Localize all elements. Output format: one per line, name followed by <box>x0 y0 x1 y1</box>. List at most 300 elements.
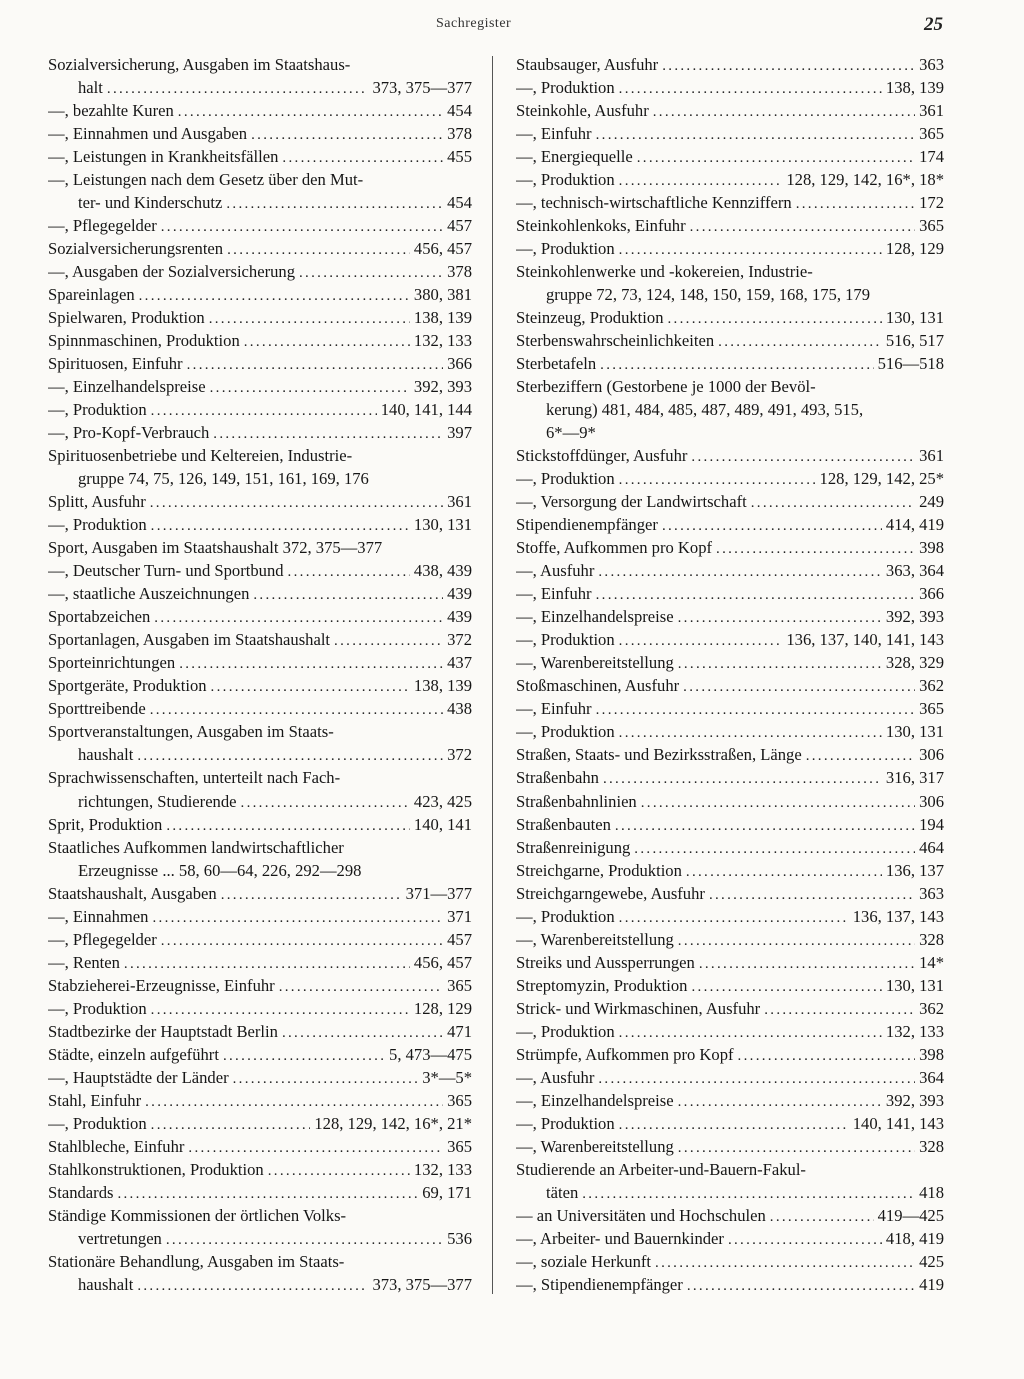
entry-text: —, Pro-Kopf-Verbrauch <box>48 423 210 443</box>
entry-line <box>516 1158 944 1181</box>
entry-text: kerung) 481, 484, 485, 487, 489, 491, 493, 515, <box>546 400 864 420</box>
entry-text: Staatshaushalt, Ausgaben <box>48 883 217 903</box>
entry-text: —, Einzelhandelspreise <box>48 377 206 397</box>
entry-text: Sprachwissenschaften, unterteilt nach Fach- <box>48 768 341 788</box>
index-entry <box>516 1273 944 1296</box>
page-reference: 471 <box>447 1021 472 1041</box>
entry-line <box>516 513 944 536</box>
dot-leader <box>151 515 410 536</box>
dot-leader <box>678 653 882 674</box>
entry-line <box>516 790 944 813</box>
entry-text: Streiks und Aussperrungen <box>516 952 695 972</box>
entry-text: Steinkohle, Ausfuhr <box>516 101 649 121</box>
index-entry <box>516 1066 944 1089</box>
entry-line <box>48 743 472 766</box>
entry-text: Sportgeräte, Produktion <box>48 676 207 696</box>
entry-line <box>48 813 472 836</box>
page-reference: 132, 133 <box>885 1021 944 1041</box>
index-entry <box>48 813 472 836</box>
entry-text: Stahl, Einfuhr <box>48 1090 142 1110</box>
page-reference: 362 <box>919 676 944 696</box>
entry-line <box>48 766 472 789</box>
index-entry <box>516 905 944 928</box>
index-entry <box>48 99 472 122</box>
dot-leader <box>154 607 443 628</box>
entry-line <box>48 720 472 743</box>
entry-line <box>516 145 944 168</box>
index-entry <box>516 1089 944 1112</box>
dot-leader <box>178 101 443 122</box>
index-entry <box>48 1135 472 1158</box>
page-reference: 140, 141 <box>413 814 472 834</box>
index-entry <box>516 951 944 974</box>
entry-text: —, Warenbereitstellung <box>516 929 674 949</box>
dot-leader <box>151 400 377 421</box>
page-reference: 371—377 <box>405 883 472 903</box>
index-entry <box>516 444 944 467</box>
entry-line <box>516 398 944 421</box>
dot-leader <box>137 1275 368 1296</box>
entry-text: Steinzeug, Produktion <box>516 308 664 328</box>
entry-line <box>516 214 944 237</box>
index-entry <box>48 1204 472 1250</box>
entry-text: Spareinlagen <box>48 285 135 305</box>
dot-leader <box>662 55 915 76</box>
entry-text: Streichgarne, Produktion <box>516 860 682 880</box>
page-reference: 365 <box>919 699 944 719</box>
entry-line <box>48 536 472 559</box>
dot-leader <box>188 1137 443 1158</box>
dot-leader <box>596 699 916 720</box>
entry-line <box>516 99 944 122</box>
page-reference: 378 <box>447 262 472 282</box>
entry-text: Stahlbleche, Einfuhr <box>48 1136 185 1156</box>
entry-text: täten <box>546 1182 579 1202</box>
entry-line <box>48 1273 472 1296</box>
index-entry <box>516 1112 944 1135</box>
entry-line <box>516 836 944 859</box>
entry-text: Stoßmaschinen, Ausfuhr <box>516 676 680 696</box>
entry-line <box>48 352 472 375</box>
entry-text: haushalt <box>78 1274 134 1294</box>
dot-leader <box>690 216 916 237</box>
index-column-right <box>516 53 944 1296</box>
index-entry <box>48 1250 472 1296</box>
page-reference: 249 <box>919 492 944 512</box>
dot-leader <box>161 930 443 951</box>
page-reference: 392, 393 <box>885 1090 944 1110</box>
page-reference: 128, 129, 142, 16*, 18* <box>786 170 944 190</box>
dot-leader <box>124 953 410 974</box>
entry-line <box>516 582 944 605</box>
index-entry <box>516 1020 944 1043</box>
page-reference: 130, 131 <box>413 515 472 535</box>
entry-text: —, Einfuhr <box>516 584 592 604</box>
index-entry <box>516 191 944 214</box>
entry-line <box>48 122 472 145</box>
dot-leader <box>145 1091 443 1112</box>
page-reference: 128, 129 <box>885 239 944 259</box>
page-reference: 380, 381 <box>413 285 472 305</box>
dot-leader <box>619 78 882 99</box>
entry-line <box>516 191 944 214</box>
dot-leader <box>619 630 783 651</box>
index-entry <box>516 997 944 1020</box>
entry-text: —, Warenbereitstellung <box>516 653 674 673</box>
dot-leader <box>253 584 443 605</box>
dot-leader <box>634 838 915 859</box>
page-reference: 138, 139 <box>413 676 472 696</box>
dot-leader <box>619 1022 882 1043</box>
page-reference: 464 <box>919 837 944 857</box>
entry-text: halt <box>78 78 103 98</box>
entry-line <box>48 559 472 582</box>
dot-leader <box>179 653 443 674</box>
index-entry <box>48 951 472 974</box>
entry-text: ter- und Kinderschutz <box>78 193 223 213</box>
index-entry <box>48 697 472 720</box>
entry-line <box>48 836 472 859</box>
page-reference: 457 <box>447 216 472 236</box>
index-entry <box>48 53 472 99</box>
index-entry <box>48 651 472 674</box>
entry-text: —, staatliche Auszeichnungen <box>48 584 250 604</box>
page-reference: 136, 137, 140, 141, 143 <box>786 630 944 650</box>
dot-leader <box>699 953 915 974</box>
entry-line <box>48 1204 472 1227</box>
entry-text: Straßenbahnlinien <box>516 791 637 811</box>
page-reference: 128, 129, 142, 25* <box>819 469 944 489</box>
dot-leader <box>227 239 410 260</box>
entry-line <box>48 237 472 260</box>
entry-line <box>48 168 472 191</box>
dot-leader <box>678 1137 915 1158</box>
entry-text: Sportanlagen, Ausgaben im Staatshaushalt <box>48 630 331 650</box>
dot-leader <box>686 861 882 882</box>
index-entry <box>48 559 472 582</box>
dot-leader <box>582 1183 915 1204</box>
page-reference: 439 <box>447 584 472 604</box>
page-reference: 363 <box>919 55 944 74</box>
page-reference: 438, 439 <box>413 561 472 581</box>
dot-leader <box>662 515 882 536</box>
dot-leader <box>615 815 915 836</box>
page-reference: 363, 364 <box>885 561 944 581</box>
page-reference: 456, 457 <box>413 952 472 972</box>
page-reference: 140, 141, 144 <box>380 400 472 420</box>
entry-text: —, Arbeiter- und Bauernkinder <box>516 1228 724 1248</box>
dot-leader <box>668 308 882 329</box>
page-reference: 398 <box>919 1044 944 1064</box>
entry-line <box>516 743 944 766</box>
entry-line <box>48 651 472 674</box>
index-entry <box>516 674 944 697</box>
entry-line <box>516 628 944 651</box>
index-entry <box>48 974 472 997</box>
page-reference: 456, 457 <box>413 239 472 259</box>
index-entry <box>48 329 472 352</box>
index-entry <box>48 928 472 951</box>
entry-text: —, Renten <box>48 952 120 972</box>
dot-leader <box>166 815 410 836</box>
dot-leader <box>139 285 410 306</box>
dot-leader <box>596 124 916 145</box>
entry-text: gruppe 74, 75, 126, 149, 151, 161, 169, 176 <box>78 469 369 489</box>
index-entry <box>48 1043 472 1066</box>
page-reference: 130, 131 <box>885 722 944 742</box>
index-entry <box>48 375 472 398</box>
entry-line <box>516 951 944 974</box>
entry-text: —, Produktion <box>516 630 615 650</box>
page-reference: 454 <box>447 101 472 121</box>
page-reference: 516—518 <box>877 354 944 374</box>
page-reference: 328 <box>919 1136 944 1156</box>
entry-text: —, Ausgaben der Sozialversicherung <box>48 262 295 282</box>
entry-text: —, Einzelhandelspreise <box>516 1090 674 1110</box>
dot-leader <box>151 999 410 1020</box>
entry-line <box>48 76 472 99</box>
entry-text: Staubsauger, Ausfuhr <box>516 55 659 74</box>
entry-text: —, Einfuhr <box>516 699 592 719</box>
page-reference: 132, 133 <box>413 1159 472 1179</box>
dot-leader <box>619 469 816 490</box>
dot-leader <box>226 193 443 214</box>
entry-text: Spinnmaschinen, Produktion <box>48 331 240 351</box>
entry-line <box>516 1112 944 1135</box>
entry-text: —, Einzelhandelspreise <box>516 607 674 627</box>
index-entry <box>48 214 472 237</box>
page-reference: 418, 419 <box>885 1228 944 1248</box>
entry-line <box>48 1135 472 1158</box>
entry-text: Staatliches Aufkommen landwirtschaftlicher <box>48 837 344 857</box>
dot-leader <box>282 1022 443 1043</box>
page-reference: 397 <box>447 423 472 443</box>
entry-line <box>516 1250 944 1273</box>
page-reference: 3*—5* <box>422 1067 472 1087</box>
index-entry <box>516 697 944 720</box>
entry-text: —, Warenbereitstellung <box>516 1136 674 1156</box>
page-reference: 454 <box>447 193 472 213</box>
dot-leader <box>282 147 443 168</box>
entry-line <box>48 99 472 122</box>
entry-line <box>516 651 944 674</box>
running-title: Sachregister <box>436 16 512 31</box>
page-reference: 174 <box>919 147 944 167</box>
entry-line <box>48 467 472 490</box>
entry-text: Stipendienempfänger <box>516 515 658 535</box>
entry-line <box>516 375 944 398</box>
index-entry <box>48 1112 472 1135</box>
dot-leader <box>107 78 369 99</box>
dot-leader <box>619 907 849 928</box>
entry-text: haushalt <box>78 745 134 765</box>
index-entry <box>516 720 944 743</box>
dot-leader <box>655 1252 915 1273</box>
entry-text: Spirituosen, Einfuhr <box>48 354 183 374</box>
entry-line <box>48 997 472 1020</box>
index-entry <box>48 398 472 421</box>
index-entry <box>48 306 472 329</box>
entry-text: Spielwaren, Produktion <box>48 308 205 328</box>
index-entry <box>516 859 944 882</box>
page-reference: 138, 139 <box>413 308 472 328</box>
page-reference: 194 <box>919 814 944 834</box>
entry-line <box>516 813 944 836</box>
index-entry <box>48 1181 472 1204</box>
index-entry <box>516 513 944 536</box>
index-entry <box>516 813 944 836</box>
page-reference: 128, 129, 142, 16*, 21* <box>314 1113 472 1133</box>
page-reference: 516, 517 <box>885 331 944 351</box>
entry-line <box>48 214 472 237</box>
entry-text: —, Energiequelle <box>516 147 633 167</box>
page-reference: 365 <box>919 216 944 236</box>
entry-text: Spirituosenbetriebe und Keltereien, Industrie- <box>48 446 353 466</box>
index-entry <box>48 283 472 306</box>
page-reference: 365 <box>447 975 472 995</box>
entry-line <box>516 766 944 789</box>
dot-leader <box>223 1045 385 1066</box>
index-entry <box>48 1158 472 1181</box>
dot-leader <box>653 101 915 122</box>
page-reference: 366 <box>447 354 472 374</box>
page-reference: 128, 129 <box>413 998 472 1018</box>
entry-line <box>48 1112 472 1135</box>
entry-text: Sportveranstaltungen, Ausgaben im Staats- <box>48 722 334 742</box>
entry-line <box>516 237 944 260</box>
page-reference: 363 <box>919 883 944 903</box>
entry-text: Ständige Kommissionen der örtlichen Volks- <box>48 1205 347 1225</box>
entry-text: —, Produktion <box>48 400 147 420</box>
entry-line <box>48 882 472 905</box>
page-reference: 361 <box>919 446 944 466</box>
entry-line <box>48 790 472 813</box>
entry-line <box>48 1089 472 1112</box>
dot-leader <box>596 584 916 605</box>
entry-line <box>48 513 472 536</box>
dot-leader <box>279 976 443 997</box>
entry-line <box>48 928 472 951</box>
entry-text: Straßenreinigung <box>516 837 631 857</box>
index-entry <box>48 997 472 1020</box>
entry-text: —, Produktion <box>48 998 147 1018</box>
dot-leader <box>678 1091 882 1112</box>
entry-line <box>48 1181 472 1204</box>
dot-leader <box>233 1068 419 1089</box>
index-entry <box>516 53 944 76</box>
page-reference: 437 <box>447 653 472 673</box>
entry-text: Sozialversicherungsrenten <box>48 239 224 259</box>
dot-leader <box>619 170 783 191</box>
entry-line <box>516 122 944 145</box>
entry-line <box>516 421 944 444</box>
dot-leader <box>334 630 443 651</box>
entry-text: —, bezahlte Kuren <box>48 101 174 121</box>
index-entry <box>516 605 944 628</box>
entry-line <box>48 1227 472 1250</box>
page-reference: 414, 419 <box>885 515 944 535</box>
page-reference: 361 <box>919 101 944 121</box>
entry-text: Sportabzeichen <box>48 607 151 627</box>
index-entry <box>48 421 472 444</box>
index-entry <box>516 168 944 191</box>
dot-leader <box>299 262 443 283</box>
page-number: 25 <box>924 14 943 35</box>
page-reference: 455 <box>447 147 472 167</box>
entry-line <box>516 928 944 951</box>
dot-leader <box>221 884 402 905</box>
entry-line <box>516 76 944 99</box>
dot-leader <box>678 607 882 628</box>
index-entry <box>516 1227 944 1250</box>
entry-line <box>516 605 944 628</box>
entry-text: Sozialversicherung, Ausgaben im Staatshaus- <box>48 55 351 74</box>
entry-text: —, Leistungen nach dem Gesetz über den Mut- <box>48 170 364 190</box>
dot-leader <box>117 1183 418 1204</box>
dot-leader <box>764 999 915 1020</box>
entry-line <box>48 951 472 974</box>
index-entry <box>48 628 472 651</box>
page-reference: 365 <box>447 1136 472 1156</box>
dot-leader <box>691 446 915 467</box>
index-entry <box>516 628 944 651</box>
index-entry <box>516 743 944 766</box>
entry-text: Steinkohlenkoks, Einfuhr <box>516 216 686 236</box>
dot-leader <box>251 124 443 145</box>
entry-line <box>516 1135 944 1158</box>
dot-leader <box>796 193 915 214</box>
entry-line <box>516 490 944 513</box>
index-entry <box>516 974 944 997</box>
index-entry <box>48 237 472 260</box>
page-reference: 365 <box>919 124 944 144</box>
entry-line <box>48 1250 472 1273</box>
index-entry <box>516 766 944 789</box>
entry-line <box>516 720 944 743</box>
dot-leader <box>637 147 915 168</box>
page-reference: 373, 375—377 <box>372 78 472 98</box>
entry-text: 6*—9* <box>546 423 596 443</box>
index-entry <box>48 1066 472 1089</box>
entry-line <box>48 1020 472 1043</box>
entry-line <box>48 697 472 720</box>
index-entry <box>48 674 472 697</box>
entry-text: —, Produktion <box>516 239 615 259</box>
index-entry <box>516 145 944 168</box>
entry-text: Splitt, Ausfuhr <box>48 492 146 512</box>
entry-text: —, Produktion <box>48 515 147 535</box>
index-entry <box>516 122 944 145</box>
index-entry <box>48 444 472 490</box>
entry-line <box>516 306 944 329</box>
entry-text: —, technisch-wirtschaftliche Kennziffern <box>516 193 792 213</box>
entry-line <box>48 628 472 651</box>
entry-text: Stationäre Behandlung, Ausgaben im Staats- <box>48 1251 345 1271</box>
entry-text: Stickstoffdünger, Ausfuhr <box>516 446 688 466</box>
entry-line <box>48 1066 472 1089</box>
index-entry <box>516 1043 944 1066</box>
entry-text: Sporteinrichtungen <box>48 653 176 673</box>
dot-leader <box>213 423 443 444</box>
entry-line <box>516 168 944 191</box>
index-column-left <box>48 53 472 1296</box>
entry-line <box>516 859 944 882</box>
dot-leader <box>687 1275 915 1296</box>
entry-text: —, Einnahmen und Ausgaben <box>48 124 248 144</box>
entry-text: —, Versorgung der Landwirtschaft <box>516 492 747 512</box>
page-reference: 418 <box>919 1182 944 1202</box>
index-entry <box>516 76 944 99</box>
